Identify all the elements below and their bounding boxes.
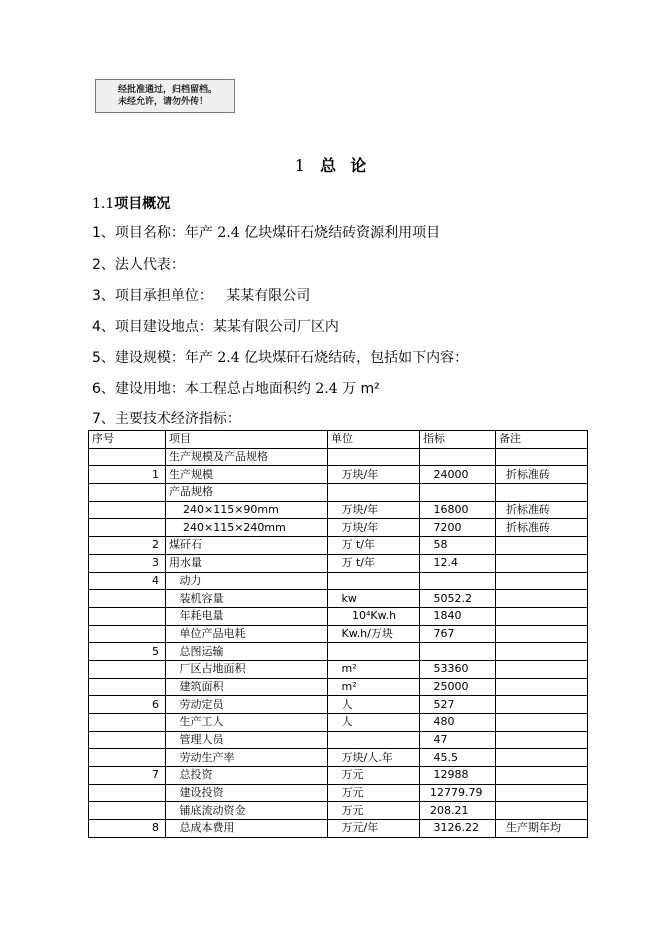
- table-cell: [496, 784, 588, 802]
- table-cell: [496, 767, 588, 785]
- table-cell: 2: [89, 537, 166, 555]
- table-cell: [328, 484, 420, 502]
- table-row: [89, 660, 588, 678]
- table-cell: [496, 802, 588, 820]
- table-cell: [89, 660, 166, 678]
- table-cell: 折标准砖: [496, 466, 588, 484]
- table-cell: 208.21: [420, 802, 496, 820]
- table-cell: [496, 537, 588, 555]
- table-cell: 万块/年: [328, 519, 420, 537]
- table-cell: [496, 749, 588, 767]
- table-cell: 53360: [420, 660, 496, 678]
- table-cell: 万块/年: [328, 501, 420, 519]
- table-cell: 建筑面积: [166, 678, 328, 696]
- table-cell: 劳动生产率: [166, 749, 328, 767]
- table-cell: 16800: [420, 501, 496, 519]
- table-cell: 生产工人: [166, 714, 328, 732]
- table-cell: 万元: [328, 802, 420, 820]
- table-cell: 3: [89, 554, 166, 572]
- table-cell: kw: [328, 590, 420, 608]
- table-cell: 767: [420, 625, 496, 643]
- table-cell: 动力: [166, 572, 328, 590]
- table-row: [89, 714, 588, 732]
- chapter-number: 1: [294, 156, 306, 175]
- info-line-number: 2.4: [315, 381, 338, 397]
- table-cell: [496, 660, 588, 678]
- table-cell: [89, 802, 166, 820]
- info-line-number: 2.4: [217, 225, 240, 241]
- info-line-text: 1、项目名称：年产: [92, 225, 218, 241]
- table-cell: 总成本费用: [166, 820, 328, 838]
- table-cell: [496, 484, 588, 502]
- table-row: [89, 448, 588, 466]
- table-cell: 万 t/年: [328, 537, 420, 555]
- table-row: [89, 678, 588, 696]
- table-cell: [328, 448, 420, 466]
- header-cell: 项目: [166, 431, 328, 449]
- table-row: [89, 607, 588, 625]
- table-cell: [89, 678, 166, 696]
- info-line: [92, 222, 440, 242]
- table-cell: [89, 519, 166, 537]
- table-cell: [496, 448, 588, 466]
- table-cell: 8: [89, 820, 166, 838]
- table-cell: [496, 678, 588, 696]
- info-line: [92, 408, 241, 428]
- header-cell: 单位: [328, 431, 420, 449]
- table-row: [89, 643, 588, 661]
- table-cell: 万 t/年: [328, 554, 420, 572]
- info-line-text: 4、项目建设地点：某某有限公司厂区内: [92, 319, 339, 335]
- table-cell: 万块/人.年: [328, 749, 420, 767]
- info-line: [92, 254, 185, 274]
- info-line: [92, 347, 468, 367]
- table-cell: 折标准砖: [496, 501, 588, 519]
- table-row: [89, 501, 588, 519]
- table-cell: [89, 484, 166, 502]
- table-cell: 生产规模及产品规格: [166, 448, 328, 466]
- table-cell: 3126.22: [420, 820, 496, 838]
- table-cell: 万元/年: [328, 820, 420, 838]
- table-cell: 铺底流动资金: [166, 802, 328, 820]
- table-cell: 管理人员: [166, 731, 328, 749]
- chapter-title: [0, 153, 662, 176]
- table-row: [89, 802, 588, 820]
- info-line-text: 亿块煤矸石烧结砖资源利用项目: [239, 225, 441, 241]
- section-heading: [92, 193, 170, 213]
- table-cell: 12779.79: [420, 784, 496, 802]
- table-cell: 1840: [420, 607, 496, 625]
- chapter-text: 总 论: [320, 156, 368, 175]
- table-cell: 480: [420, 714, 496, 732]
- info-line-text: 亿块煤矸石烧结砖，包括如下内容：: [239, 350, 469, 366]
- table-cell: [496, 625, 588, 643]
- table-cell: [89, 625, 166, 643]
- table-cell: [89, 784, 166, 802]
- table-cell: [89, 448, 166, 466]
- table-cell: [89, 749, 166, 767]
- table-cell: [496, 714, 588, 732]
- info-line-text: 5、建设规模：年产: [92, 350, 218, 366]
- table-cell: [89, 731, 166, 749]
- table-row: [89, 767, 588, 785]
- table-cell: 12988: [420, 767, 496, 785]
- table-cell: 年耗电量: [166, 607, 328, 625]
- table-cell: 12.4: [420, 554, 496, 572]
- table-row: [89, 749, 588, 767]
- table-cell: [89, 501, 166, 519]
- table-cell: 6: [89, 696, 166, 714]
- table-cell: 总投资: [166, 767, 328, 785]
- table-cell: [420, 643, 496, 661]
- table-cell: 万块/年: [328, 466, 420, 484]
- info-line-text: 3、项目承担单位： 某某有限公司: [92, 288, 311, 304]
- table-cell: 1: [89, 466, 166, 484]
- info-line-number: 2.4: [217, 350, 240, 366]
- table-cell: 45.5: [420, 749, 496, 767]
- table-cell: 用水量: [166, 554, 328, 572]
- table-cell: 7200: [420, 519, 496, 537]
- table-row: [89, 484, 588, 502]
- stamp-line-2: 未经允许，请勿外传！: [118, 97, 209, 107]
- table-cell: [496, 696, 588, 714]
- table-cell: 527: [420, 696, 496, 714]
- table-row: [89, 625, 588, 643]
- table-cell: [328, 731, 420, 749]
- table-row: [89, 731, 588, 749]
- table-row: [89, 572, 588, 590]
- info-line: [92, 378, 380, 398]
- table-cell: [89, 590, 166, 608]
- table-cell: [496, 554, 588, 572]
- table-cell: 建设投资: [166, 784, 328, 802]
- table-cell: [420, 448, 496, 466]
- section-title: 项目概况: [114, 196, 171, 212]
- table-cell: 240×115×240mm: [166, 519, 328, 537]
- table-cell: 25000: [420, 678, 496, 696]
- table-row: [89, 537, 588, 555]
- table-cell: [496, 607, 588, 625]
- table-cell: [496, 731, 588, 749]
- table-cell: 产品规格: [166, 484, 328, 502]
- table-row: [89, 554, 588, 572]
- table-cell: m²: [328, 660, 420, 678]
- table-row: [89, 590, 588, 608]
- table-header-row: [89, 431, 588, 449]
- table-cell: [328, 572, 420, 590]
- info-line-text: 2、法人代表：: [92, 257, 185, 273]
- header-cell: 指标: [420, 431, 496, 449]
- table-cell: 万元: [328, 767, 420, 785]
- table-cell: [496, 590, 588, 608]
- table-cell: 总图运输: [166, 643, 328, 661]
- table-cell: [89, 607, 166, 625]
- table-cell: m²: [328, 678, 420, 696]
- table-cell: 47: [420, 731, 496, 749]
- table-row: [89, 820, 588, 838]
- table-cell: 单位产品电耗: [166, 625, 328, 643]
- info-line: [92, 285, 310, 305]
- table-cell: 人: [328, 714, 420, 732]
- table-cell: 厂区占地面积: [166, 660, 328, 678]
- table-cell: 劳动定员: [166, 696, 328, 714]
- table-cell: 58: [420, 537, 496, 555]
- info-line-text: 6、建设用地：本工程总占地面积约: [92, 381, 316, 397]
- table-cell: 5052.2: [420, 590, 496, 608]
- table-cell: 生产期年均: [496, 820, 588, 838]
- info-line: [92, 316, 339, 336]
- table-cell: 5: [89, 643, 166, 661]
- table-cell: 24000: [420, 466, 496, 484]
- table-cell: [496, 643, 588, 661]
- table-cell: 人: [328, 696, 420, 714]
- table-cell: 万元: [328, 784, 420, 802]
- table-cell: 7: [89, 767, 166, 785]
- stamp-line-1: 经批准通过，归档留档。: [118, 85, 218, 95]
- table-row: [89, 466, 588, 484]
- header-cell: 序号: [89, 431, 166, 449]
- table-cell: [496, 572, 588, 590]
- table-cell: 折标准砖: [496, 519, 588, 537]
- table-cell: 生产规模: [166, 466, 328, 484]
- header-cell: 备注: [496, 431, 588, 449]
- table-cell: [89, 714, 166, 732]
- archive-stamp: [95, 79, 235, 113]
- table-row: [89, 519, 588, 537]
- info-line-text: 7、主要技术经济指标：: [92, 411, 241, 427]
- table-cell: 装机容量: [166, 590, 328, 608]
- table-row: [89, 696, 588, 714]
- table-row: [89, 784, 588, 802]
- indicator-table: [88, 430, 588, 838]
- table-cell: Kw.h/万块: [328, 625, 420, 643]
- table-cell: [420, 484, 496, 502]
- info-line-text: 万 m²: [337, 381, 380, 397]
- table-cell: 240×115×90mm: [166, 501, 328, 519]
- table-cell: [420, 572, 496, 590]
- section-number: 1.1: [92, 196, 115, 212]
- table-cell: 4: [89, 572, 166, 590]
- table-cell: [328, 643, 420, 661]
- table-cell: 煤矸石: [166, 537, 328, 555]
- table-cell: 10⁴Kw.h: [328, 607, 420, 625]
